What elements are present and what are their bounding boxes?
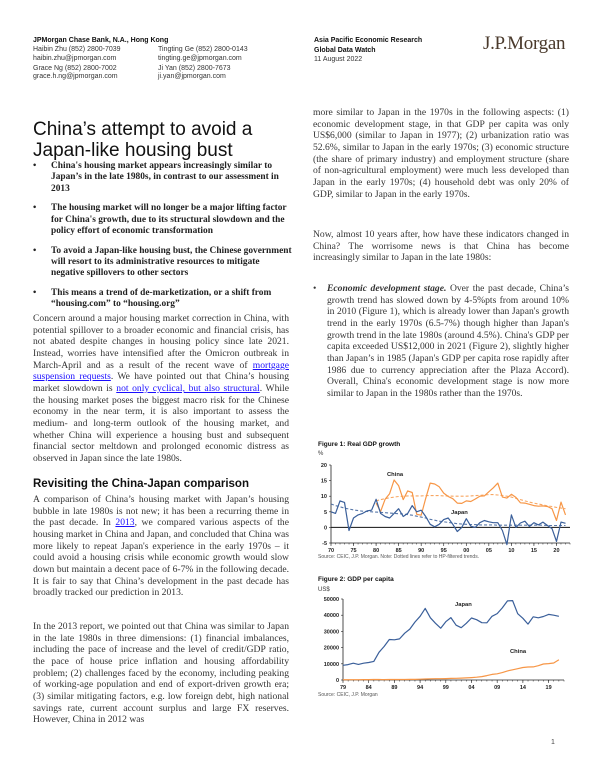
development-stage-bullet: [313, 283, 569, 400]
figure-2-unit: US$: [318, 587, 330, 593]
x-tick-label: 80: [373, 548, 380, 553]
y-tick-label: 50000: [323, 597, 339, 603]
x-tick-label: 84: [365, 685, 372, 691]
series-label-japan: Japan: [451, 510, 468, 516]
series-label-china: China: [387, 472, 404, 478]
series-label-japan: Japan: [455, 602, 472, 608]
cyclical-structural-link[interactable]: not only cyclical, but also structural: [116, 382, 260, 394]
y-tick-label: 5: [323, 509, 327, 516]
key-point: • This means a trend of de-marketization, or a shift from “housing.com” to “housing.org”: [33, 288, 295, 311]
key-point: • To avoid a Japan-like housing bust, the Chinese government will resort to its administrative resources to mitigate negative spillovers to other sectors: [33, 246, 295, 280]
indicators-paragraph: Now, almost 10 years after, how have these indicators changed in China? The worrisome news is that China has become increasingly similar to Japan in the late 1980s:: [313, 229, 569, 264]
x-tick-label: 90: [418, 548, 425, 553]
publication-date: 11 August 2022: [314, 55, 363, 63]
x-tick-label: 89: [391, 685, 398, 691]
bank-name: JPMorgan Chase Bank, N.A., Hong Kong: [33, 37, 169, 44]
x-tick-label: 09: [494, 685, 501, 691]
division: Asia Pacific Economic Research: [314, 37, 423, 44]
x-tick-label: 99: [442, 685, 449, 691]
intro-paragraph: [33, 313, 289, 465]
page-number: 1: [551, 739, 555, 746]
comparison-paragraph: [33, 494, 289, 599]
figure-1-title: Figure 1: Real GDP growth: [318, 441, 401, 448]
author-email[interactable]: haibin.zhu@jpmorgan.com: [33, 54, 117, 62]
bullet-lead: Economic development stage.: [327, 283, 447, 294]
x-tick-label: 70: [327, 548, 335, 553]
y-tick-label: 30000: [323, 629, 339, 636]
x-tick-label: 19: [545, 685, 552, 691]
x-tick-label: 10: [508, 548, 515, 553]
x-tick-label: 95: [440, 548, 447, 553]
y-tick-label: 10000: [323, 661, 339, 668]
text: Concern around a major housing market correction in China, with potential spillover to a broader economic and financial crisis, has not abated despite changes in housing policy since late 2021. Instead, worries have intensified after the Omicron outbreak in March-April and as a result of the recent wave of: [33, 313, 289, 371]
key-point: • China's housing market appears increasingly similar to Japan’s in the late 1980s, in contrast to our assessment in 2013: [33, 161, 295, 195]
x-tick-label: 04: [468, 685, 475, 691]
bullet-dot: •: [313, 283, 317, 294]
author-contact: Haibin Zhu (852) 2800-7039: [33, 46, 121, 54]
author-contact: Grace Ng (852) 2800-7002: [33, 64, 117, 72]
x-tick-label: 94: [417, 685, 424, 691]
y-tick-label: 15: [320, 478, 327, 485]
author-email[interactable]: ji.yan@jpmorgan.com: [158, 73, 226, 81]
aspects-paragraph: more similar to Japan in the 1970s in the following aspects: (1) economic development stage, in that GDP per capita was only US$6,000 (similar to Japan in 1977); (2) urbanization ratio was 52.6%, similar to Japan in the early 1970s; (3) economic structure (the share of primary industry) and employment structure (share of non-agricultural employment) were much less developed than Japan in the early 1970s; (4) household debt was only 20% of GDP, similar to Japan in the early 1970s.: [313, 107, 569, 200]
key-point: • The housing market will no longer be a major lifting factor for China's growth, due to its structural slowdown and the policy effort of economic transformation: [33, 203, 295, 237]
mortgage-suspension-link[interactable]: mortgage suspension requests: [33, 359, 289, 383]
dimensions-paragraph: In the 2013 report, we pointed out that China was similar to Japan in the late 1980s in three dimensions: (1) financial imbalances, including the pace of increase and the level of credit/GDP ratio, the pace of house price inflation and housing affordability problem; (2) challenges faced by the economy, including peaking of working-age population and end of export-driven growth era; (3) similar mitigating factors, e.g. low foreign debt, high national savings rate, current account surplus and large FX reserves. However, China in 2012 was: [33, 621, 289, 726]
series-line-china: [376, 480, 565, 521]
author-email[interactable]: grace.h.ng@jpmorgan.com: [33, 73, 118, 81]
text: . While the housing market poses the biggest macro risk for the Chinese economy in the near term, it is also important to assess the medium- and long-term outlook of the housing market, and whether China will experience a housing bust and subsequent financial sector meltdown and prolonged economic distress as observed in Japan since the late 1980s.: [33, 382, 289, 464]
y-tick-label: 20: [320, 463, 327, 469]
series-line-japan: [331, 499, 566, 544]
x-tick-label: 14: [519, 685, 526, 691]
publication-info: [314, 37, 422, 64]
x-tick-label: 79: [339, 685, 347, 691]
text: , we compared various aspects of the housing market in China and Japan, and concluded that China was more likely to repeat Japan's experience in the early 1970s – it could avoid a housing crisis while economic growth would slow down but maintain a decent pace of 6-7% in the following decade. It is fair to say that China’s development in the past decade has broadly tracked our prediction in 2013.: [33, 517, 289, 599]
text: Over the past decade, China’s growth trend has slowed down by 4-5%pts from around 10% in 2010 (Figure 1), which is already lower than Japan's growth trend in the early 1970s (6.5-7%) though higher than Japan's growth trend in the late 1980s (around 4.5%). China's GDP per capita exceeded US$12,000 in 2021 (Figure 2), slightly higher than Japan’s in 1985 (Japan's GDP per capita rose rapidly after 1986 due to currency appreciation after the Plaza Accord). Overall, China's economic development stage is now more similar to Japan in the 1980s rather than the 1970s.: [327, 283, 569, 399]
y-tick-label: 20000: [323, 645, 339, 652]
series-line-japan-trend: [331, 504, 566, 526]
figure-1-unit: %: [318, 451, 324, 457]
text: . We have pointed out that China’s housing market slowdown is: [33, 371, 289, 394]
x-tick-label: 20: [553, 548, 560, 553]
series-line-china: [343, 660, 559, 680]
text: A comparison of China’s housing market with Japan’s housing bubble in late 1980s is not new; it has been a recurring theme in the past decade. In: [33, 494, 289, 529]
y-tick-label: 40000: [323, 613, 339, 620]
author-contact: Tingting Ge (852) 2800-0143: [158, 46, 248, 54]
x-tick-label: 85: [395, 548, 402, 553]
series-line-japan: [343, 601, 559, 666]
figure-2-title: Figure 2: GDP per capita: [318, 576, 394, 583]
author-block: [33, 37, 293, 82]
y-tick-label: 0: [323, 525, 327, 532]
x-tick-label: 75: [350, 548, 357, 553]
x-tick-label: 15: [530, 548, 537, 553]
author-email[interactable]: tingting.ge@jpmorgan.com: [158, 54, 242, 62]
x-tick-label: 05: [485, 548, 492, 553]
figure-1-source: Source: CEIC, J.P. Morgan. Note: Dotted lines refer to HP-filtered trends.: [318, 554, 480, 560]
y-tick-label: 0: [335, 678, 339, 684]
y-tick-label: 10: [320, 494, 327, 501]
section-heading: Revisiting the China-Japan comparison: [33, 478, 249, 490]
author-contact: Ji Yan (852) 2800-7673: [158, 64, 231, 72]
figure-2-source: Source: CEIC, J.P. Morgan: [318, 692, 378, 698]
series-label-china: China: [510, 649, 527, 655]
figure-2-chart: [312, 593, 574, 693]
report-2013-link[interactable]: 2013: [115, 517, 135, 529]
x-tick-label: 00: [463, 548, 470, 553]
y-tick-label: -5: [322, 541, 327, 547]
publication-name: Global Data Watch: [314, 47, 376, 55]
page-title: China’s attempt to avoid a Japan-like housing bust: [33, 119, 253, 161]
figure-1-chart: [312, 458, 574, 553]
key-points: [33, 161, 295, 319]
jpmorgan-logo: J.P.Morgan: [483, 33, 566, 54]
